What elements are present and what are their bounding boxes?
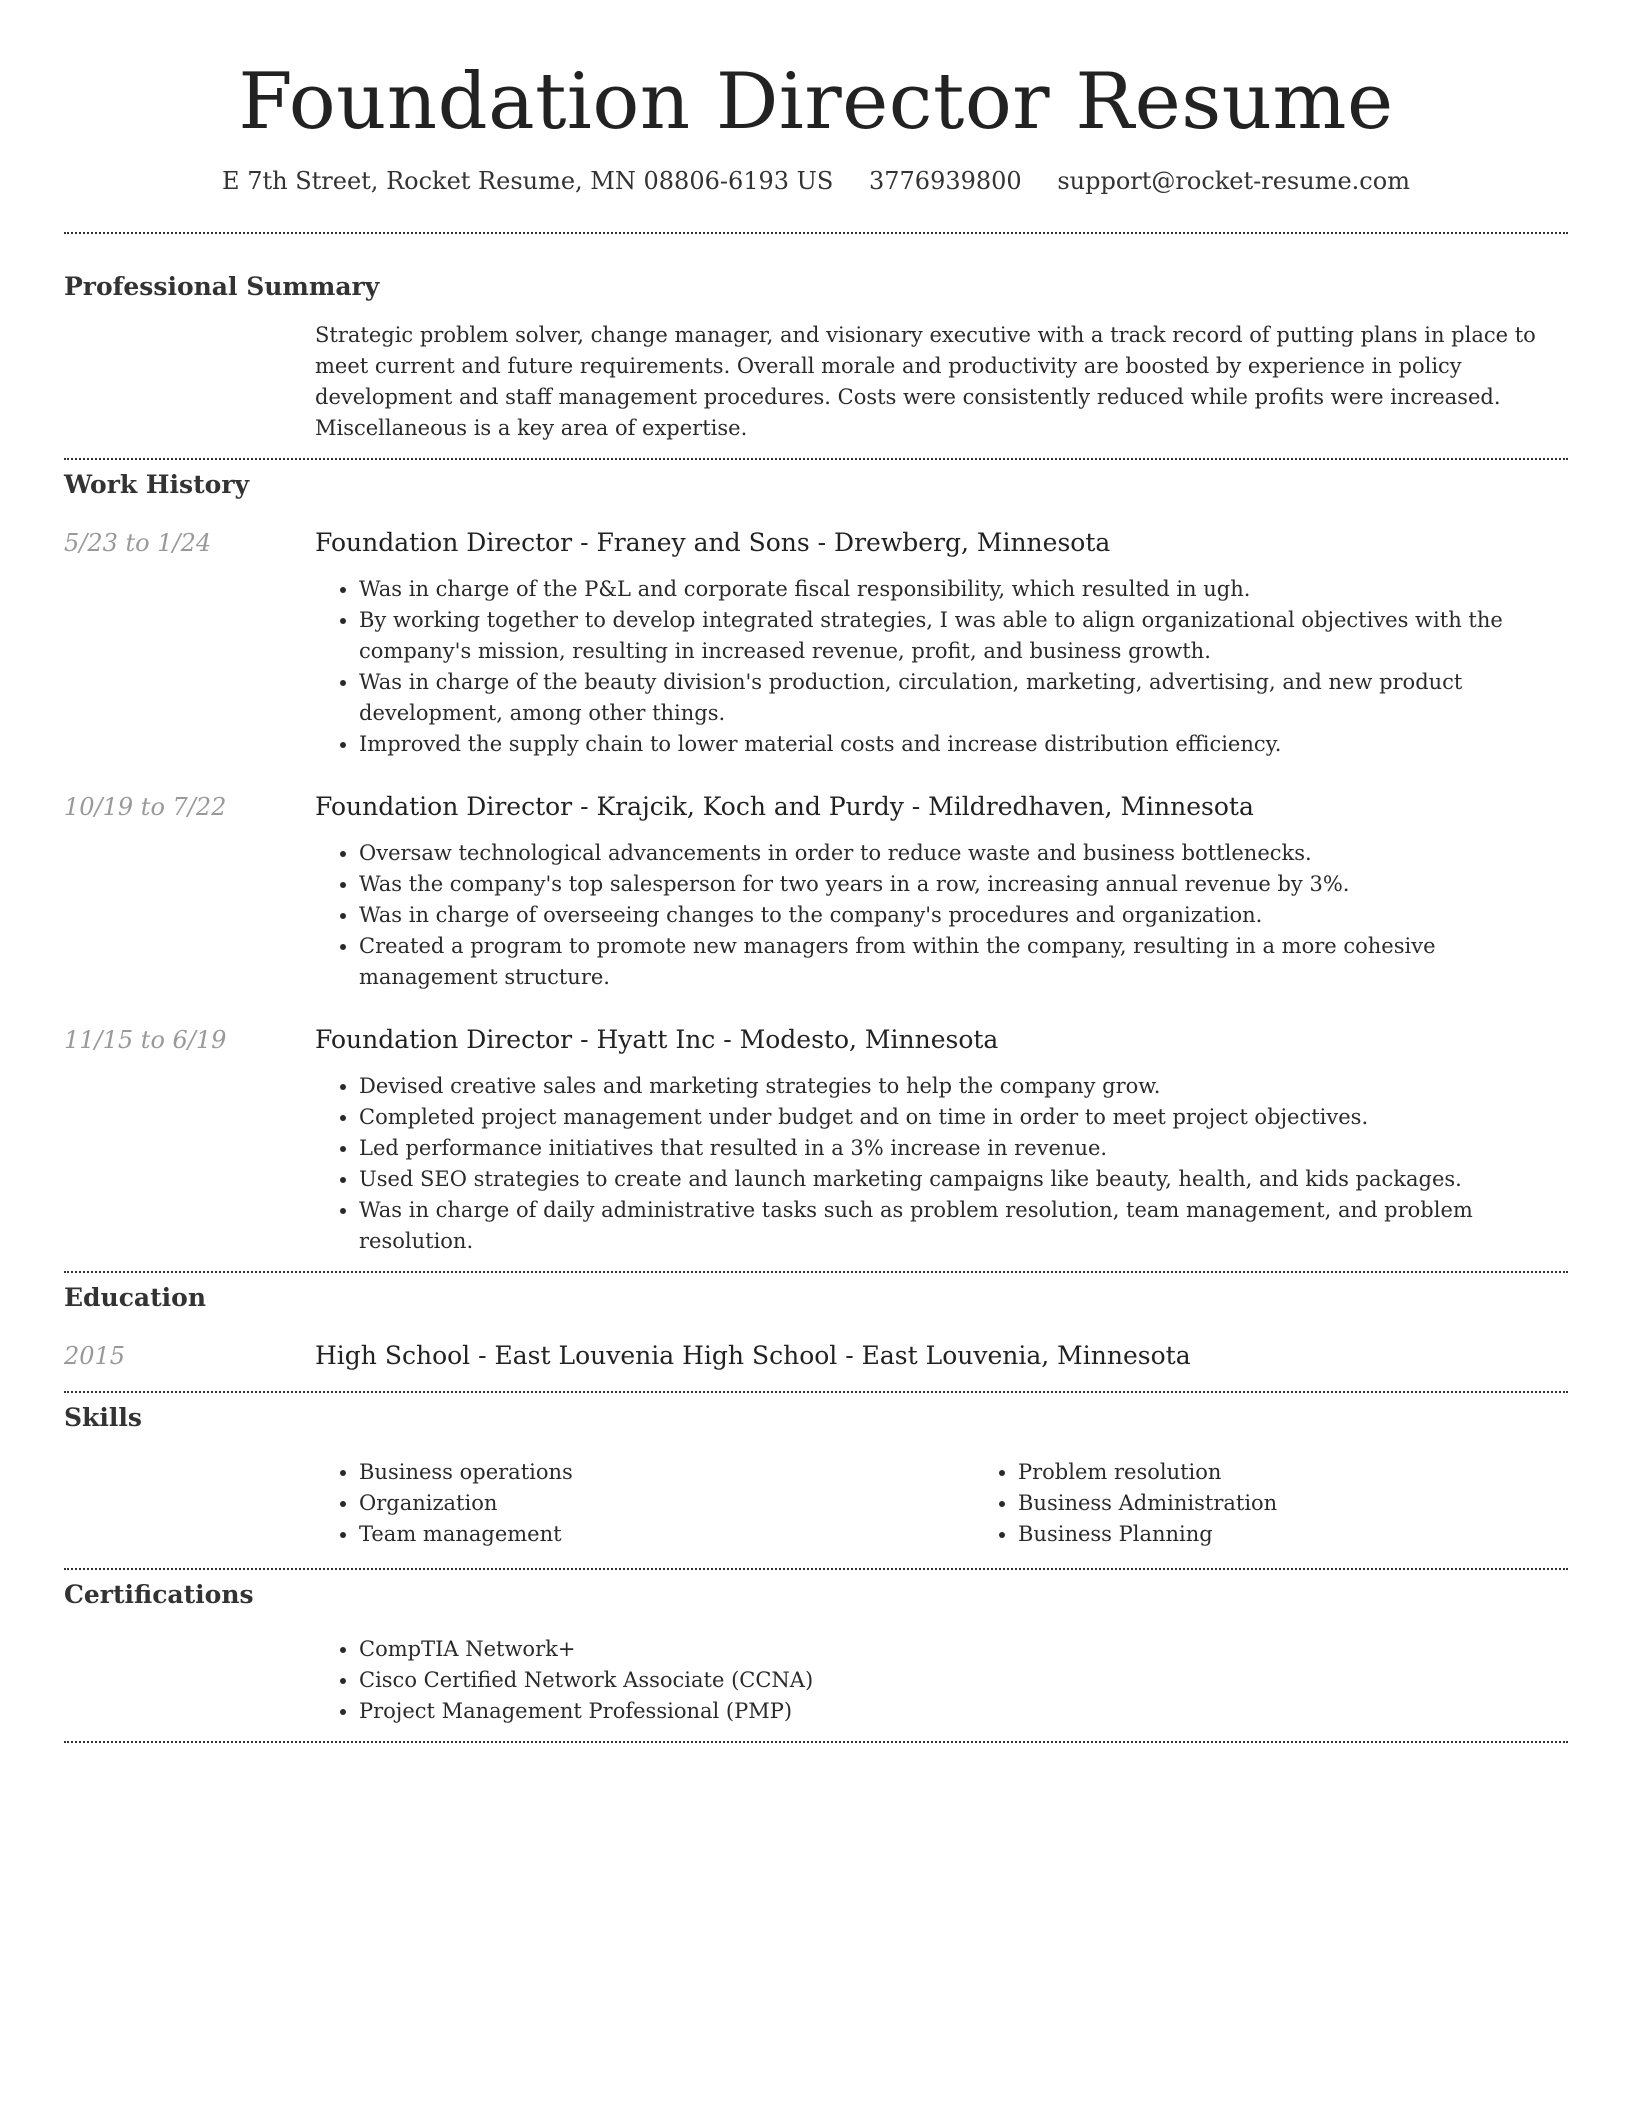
certification-item: • CompTIA Network+: [359, 1634, 1568, 1665]
divider: [64, 458, 1568, 460]
job-bullets: [315, 574, 1568, 760]
job-dates: 11/15 to 6/19: [64, 1026, 227, 1054]
job-bullet: • Improved the supply chain to lower material costs and increase distribution efficiency.: [359, 729, 1568, 760]
certification-item: • Cisco Certified Network Associate (CCNA): [359, 1665, 1568, 1696]
job-entry: [64, 790, 1568, 993]
job-bullet: • Used SEO strategies to create and launch marketing campaigns like beauty, health, and kids packages.: [359, 1164, 1568, 1195]
job-bullet: • Completed project management under budget and on time in order to meet project objectives.: [359, 1102, 1568, 1133]
summary-heading: Professional Summary: [64, 272, 380, 301]
certifications-heading: Certifications: [64, 1580, 254, 1609]
contact-address: E 7th Street, Rocket Resume, MN 08806-6193 US: [222, 167, 834, 195]
job-bullet: • Created a program to promote new managers from within the company, resulting in a more cohesive management structure.: [359, 931, 1568, 993]
job-bullet: • Was in charge of the beauty division's production, circulation, marketing, advertising, and new product development, among other things.: [359, 667, 1568, 729]
job-entry: [64, 1023, 1568, 1257]
divider: [64, 1568, 1568, 1570]
contact-line: [64, 164, 1568, 198]
skill-item: • Problem resolution: [1018, 1457, 1632, 1488]
job-dates: 10/19 to 7/22: [64, 793, 227, 821]
job-bullet: • Oversaw technological advancements in order to reduce waste and business bottlenecks.: [359, 838, 1568, 869]
skill-item: • Organization: [359, 1488, 974, 1519]
education-heading: Education: [64, 1283, 207, 1312]
skill-item: • Business Planning: [1018, 1519, 1632, 1550]
job-title: Foundation Director - Franey and Sons - Drewberg, Minnesota: [315, 528, 1111, 557]
summary-text: Strategic problem solver, change manager, and visionary executive with a track record of putting plans in place to meet current and future requirements. Overall morale and productivity are boosted by experience in policy development and staff management procedures. Costs were consistently reduced while profits were increased. Miscellaneous is a key area of expertise.: [315, 323, 1536, 440]
certifications-list: [315, 1634, 1568, 1727]
job-bullet: • Was in charge of the P&L and corporate fiscal responsibility, which resulted in ugh.: [359, 574, 1568, 605]
divider: [64, 1271, 1568, 1273]
job-bullet: • Was in charge of daily administrative tasks such as problem resolution, team management, and problem resolution.: [359, 1195, 1568, 1257]
job-entry: [64, 526, 1568, 760]
skill-item: • Business Administration: [1018, 1488, 1632, 1519]
work-history-heading: Work History: [64, 470, 250, 499]
work-history-section: [64, 468, 1568, 1257]
contact-email: support@rocket-resume.com: [1057, 167, 1410, 195]
divider: [64, 232, 1568, 234]
job-bullet: • Led performance initiatives that resulted in a 3% increase in revenue.: [359, 1133, 1568, 1164]
resume-page: [64, 0, 1568, 1743]
divider: [64, 1741, 1568, 1743]
skills-heading: Skills: [64, 1403, 142, 1432]
contact-phone: 3776939800: [868, 167, 1022, 195]
job-bullets: [315, 838, 1568, 993]
resume-title: Foundation Director Resume: [238, 57, 1394, 147]
education-year: 2015: [64, 1342, 126, 1370]
skills-section: [64, 1401, 1568, 1550]
job-title: Foundation Director - Krajcik, Koch and Purdy - Mildredhaven, Minnesota: [315, 792, 1254, 821]
education-section: [64, 1281, 1568, 1373]
job-bullets: [315, 1071, 1568, 1257]
job-bullet: • By working together to develop integrated strategies, I was able to align organizational objectives with the company's mission, resulting in increased revenue, profit, and business growth.: [359, 605, 1568, 667]
education-title: High School - East Louvenia High School - East Louvenia, Minnesota: [315, 1341, 1191, 1370]
skills-list-left: [315, 1457, 974, 1550]
job-bullet: • Was the company's top salesperson for two years in a row, increasing annual revenue by 3%.: [359, 869, 1568, 900]
skill-item: • Team management: [359, 1519, 974, 1550]
summary-row: [64, 320, 1568, 444]
job-title: Foundation Director - Hyatt Inc - Modesto, Minnesota: [315, 1025, 999, 1054]
certification-item: • Project Management Professional (PMP): [359, 1696, 1568, 1727]
divider: [64, 1391, 1568, 1393]
summary-section: [64, 270, 1568, 444]
skill-item: • Business operations: [359, 1457, 974, 1488]
certifications-row: [64, 1634, 1568, 1727]
education-entry: [64, 1339, 1568, 1373]
skills-row: [64, 1457, 1568, 1550]
job-bullet: • Devised creative sales and marketing strategies to help the company grow.: [359, 1071, 1568, 1102]
skills-list-right: [974, 1457, 1632, 1550]
job-dates: 5/23 to 1/24: [64, 529, 212, 557]
certifications-section: [64, 1578, 1568, 1727]
job-bullet: • Was in charge of overseeing changes to the company's procedures and organization.: [359, 900, 1568, 931]
